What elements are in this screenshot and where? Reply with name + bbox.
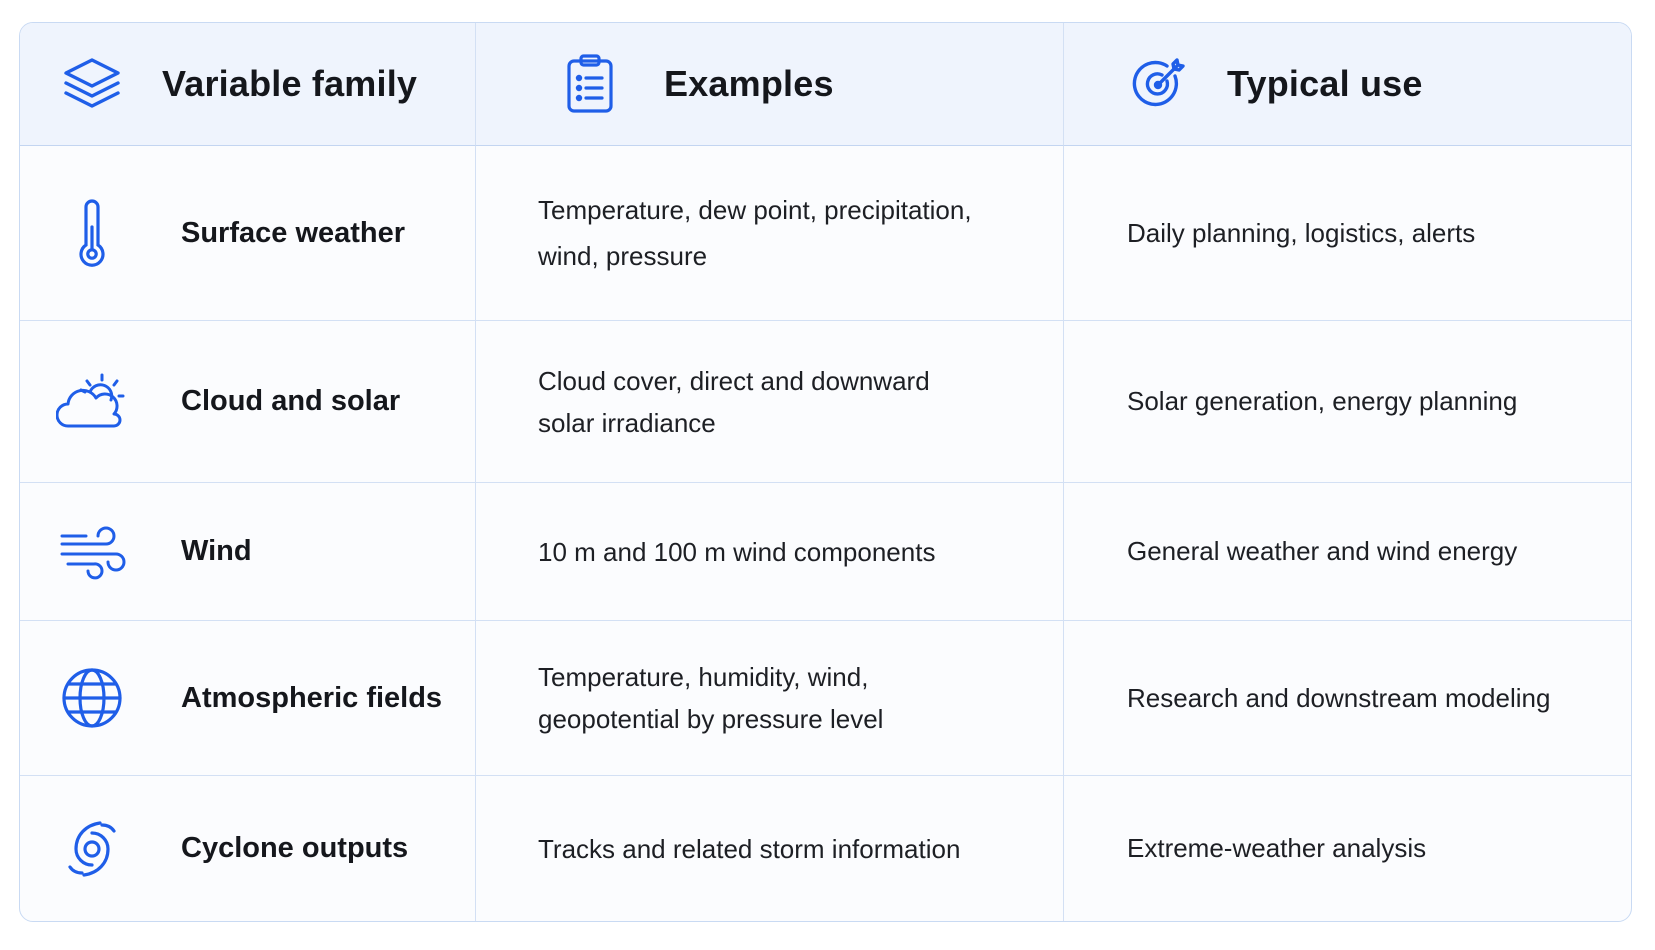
header-family-label: Variable family	[162, 63, 418, 104]
header-examples-label: Examples	[664, 63, 834, 104]
family-label: Wind	[181, 535, 252, 567]
examples-text: Tracks and related storm information	[538, 833, 961, 864]
examples-cell	[476, 146, 1064, 321]
globe-icon	[56, 662, 128, 734]
family-label: Surface weather	[181, 216, 406, 249]
examples-text: Temperature, dew point, precipitation, wind, pressure	[538, 195, 972, 271]
use-cell	[1064, 146, 1631, 321]
use-cell	[1064, 321, 1631, 483]
family-label: Atmospheric fields	[181, 681, 443, 714]
examples-text: Temperature, humidity, wind, geopotential by pressure level	[538, 662, 884, 734]
wind-icon	[56, 516, 128, 588]
use-text: Research and downstream modeling	[1127, 682, 1551, 713]
variable-family-table	[19, 22, 1632, 922]
family-label: Cyclone outputs	[181, 832, 409, 864]
family-cell	[20, 621, 476, 776]
target-icon	[1127, 52, 1191, 116]
use-cell	[1064, 776, 1631, 921]
family-cell	[20, 776, 476, 921]
use-text: Daily planning, logistics, alerts	[1127, 217, 1476, 248]
thermometer-icon	[56, 197, 128, 269]
use-cell	[1064, 621, 1631, 776]
cloud-sun-icon	[56, 366, 128, 438]
cyclone-icon	[56, 813, 128, 885]
header-use-label: Typical use	[1227, 63, 1423, 104]
layers-icon	[60, 52, 124, 116]
use-cell	[1064, 483, 1631, 621]
examples-text: Cloud cover, direct and downward solar irradiance	[538, 365, 930, 438]
family-cell	[20, 321, 476, 483]
header-examples	[476, 23, 1064, 146]
family-cell	[20, 483, 476, 621]
use-text: Solar generation, energy planning	[1127, 386, 1518, 416]
use-text: Extreme-weather analysis	[1127, 833, 1427, 863]
examples-cell	[476, 321, 1064, 483]
clipboard-list-icon	[558, 52, 622, 116]
examples-cell	[476, 483, 1064, 621]
examples-cell	[476, 776, 1064, 921]
use-text: General weather and wind energy	[1127, 536, 1518, 566]
header-typical-use	[1064, 23, 1631, 146]
header-variable-family	[20, 23, 476, 146]
family-label: Cloud and solar	[181, 385, 401, 417]
examples-text: 10 m and 100 m wind components	[538, 536, 936, 567]
family-cell	[20, 146, 476, 321]
examples-cell	[476, 621, 1064, 776]
